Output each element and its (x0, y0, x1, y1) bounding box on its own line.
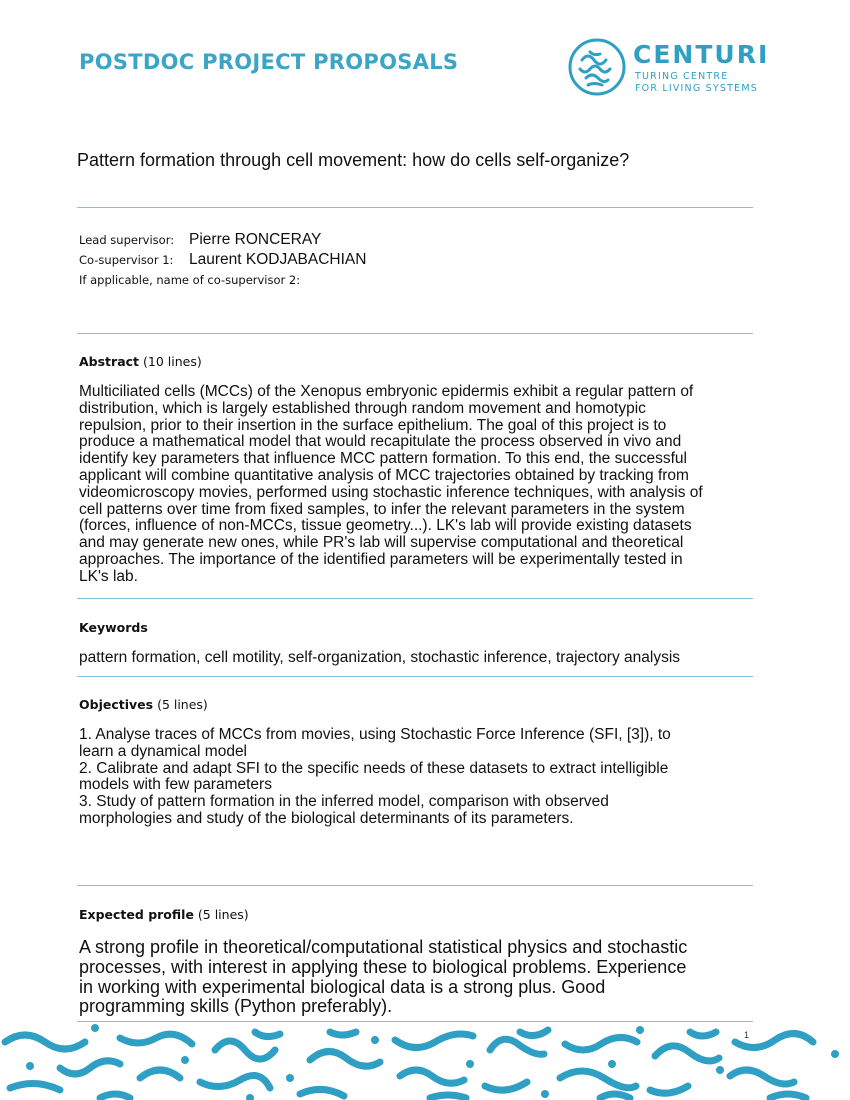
abstract-line: distribution, which is largely established through random movement and homotypic (79, 399, 646, 417)
objectives-line: models with few parameters (79, 776, 272, 794)
abstract-heading-label: Abstract (79, 354, 140, 369)
abstract-heading (79, 354, 202, 369)
co-supervisor-2-row (79, 271, 300, 289)
project-title: Pattern formation through cell movement: how do cells self-organize? (77, 150, 630, 170)
objectives-line: learn a dynamical model (79, 742, 248, 760)
abstract-heading-hint: (10 lines) (143, 354, 202, 369)
centuri-logo (568, 38, 768, 98)
abstract-line: applicant will combine quantitative analysis of MCC trajectories obtained by tracking from (79, 466, 689, 484)
centuri-logo-icon (568, 38, 626, 96)
footer-pattern (0, 1020, 850, 1100)
co-supervisor-1-name: Laurent KODJABACHIAN (189, 251, 367, 268)
lead-supervisor-name: Pierre RONCERAY (189, 231, 322, 248)
logo-subtitle-line2: FOR LIVING SYSTEMS (635, 83, 758, 94)
abstract-line: identify key parameters that influence MCC pattern formation. To this end, the successful (79, 450, 687, 468)
abstract-line: produce a mathematical model that would recapitulate the process observed in vivo and (79, 433, 682, 451)
objectives-line: 1. Analyse traces of MCCs from movies, using Stochastic Force Inference (SFI, [3]), to (79, 726, 671, 743)
profile-line: in working with experimental biological data is a strong plus. Good (79, 976, 606, 997)
page-number: 1 (744, 1030, 750, 1040)
objectives-heading (79, 697, 208, 712)
co-supervisor-1-row (79, 251, 366, 269)
abstract-line: LK's lab. (79, 567, 138, 585)
abstract-line: videomicroscopy movies, performed using stochastic inference techniques, with analysis of (79, 483, 703, 501)
objectives-heading-label: Objectives (79, 697, 154, 712)
abstract-line: and may generate new ones, while PR's lab will supervise computational and theoretical (79, 534, 684, 552)
abstract-line: cell patterns over time from fixed samples, to infer the relevant parameters in the system (79, 500, 685, 518)
divider (77, 598, 753, 599)
keywords-text: pattern formation, cell motility, self-organization, stochastic inference, trajectory analysis (79, 649, 681, 666)
keywords-heading (79, 620, 148, 635)
abstract-line: Multiciliated cells (MCCs) of the Xenopus embryonic epidermis exhibit a regular pattern of (79, 383, 694, 400)
objectives-line: 3. Study of pattern formation in the inferred model, comparison with observed (79, 793, 609, 811)
profile-heading-hint: (5 lines) (197, 907, 249, 922)
page-header-title: POSTDOC PROJECT PROPOSALS (79, 50, 459, 74)
abstract-line: approaches. The importance of the identified parameters will be experimentally tested in (79, 550, 683, 568)
lead-supervisor-row (79, 231, 321, 249)
divider (77, 207, 753, 208)
divider (77, 333, 753, 334)
co-supervisor-2-label: If applicable, name of co-supervisor 2: (79, 273, 301, 287)
objectives-line: morphologies and study of the biological determinants of its parameters. (79, 809, 574, 827)
abstract-line: (forces, influence of non-MCCs, tissue geometry...). LK's lab will provide existing datasets (79, 517, 692, 535)
profile-line: programming skills (Python preferably). (79, 996, 393, 1017)
divider (77, 676, 753, 677)
abstract-body (79, 384, 754, 586)
logo-subtitle-line1: TURING CENTRE (635, 71, 729, 82)
co-supervisor-1-label: Co-supervisor 1: (79, 253, 174, 267)
profile-body (79, 938, 754, 1017)
objectives-body (79, 727, 754, 828)
divider (77, 885, 753, 886)
profile-line: A strong profile in theoretical/computational statistical physics and stochastic (79, 937, 688, 957)
logo-wordmark: CENTURI (633, 40, 770, 69)
objectives-line: 2. Calibrate and adapt SFI to the specific needs of these datasets to extract intelligible (79, 759, 669, 777)
keywords-heading-label: Keywords (79, 620, 148, 635)
profile-line: processes, with interest in applying these to biological problems. Experience (79, 956, 687, 977)
objectives-heading-hint: (5 lines) (157, 697, 208, 712)
profile-heading (79, 907, 249, 922)
abstract-line: repulsion, prior to their insertion in the surface epithelium. The goal of this project is to (79, 416, 667, 434)
lead-supervisor-label: Lead supervisor: (79, 233, 175, 247)
profile-heading-label: Expected profile (79, 907, 194, 922)
